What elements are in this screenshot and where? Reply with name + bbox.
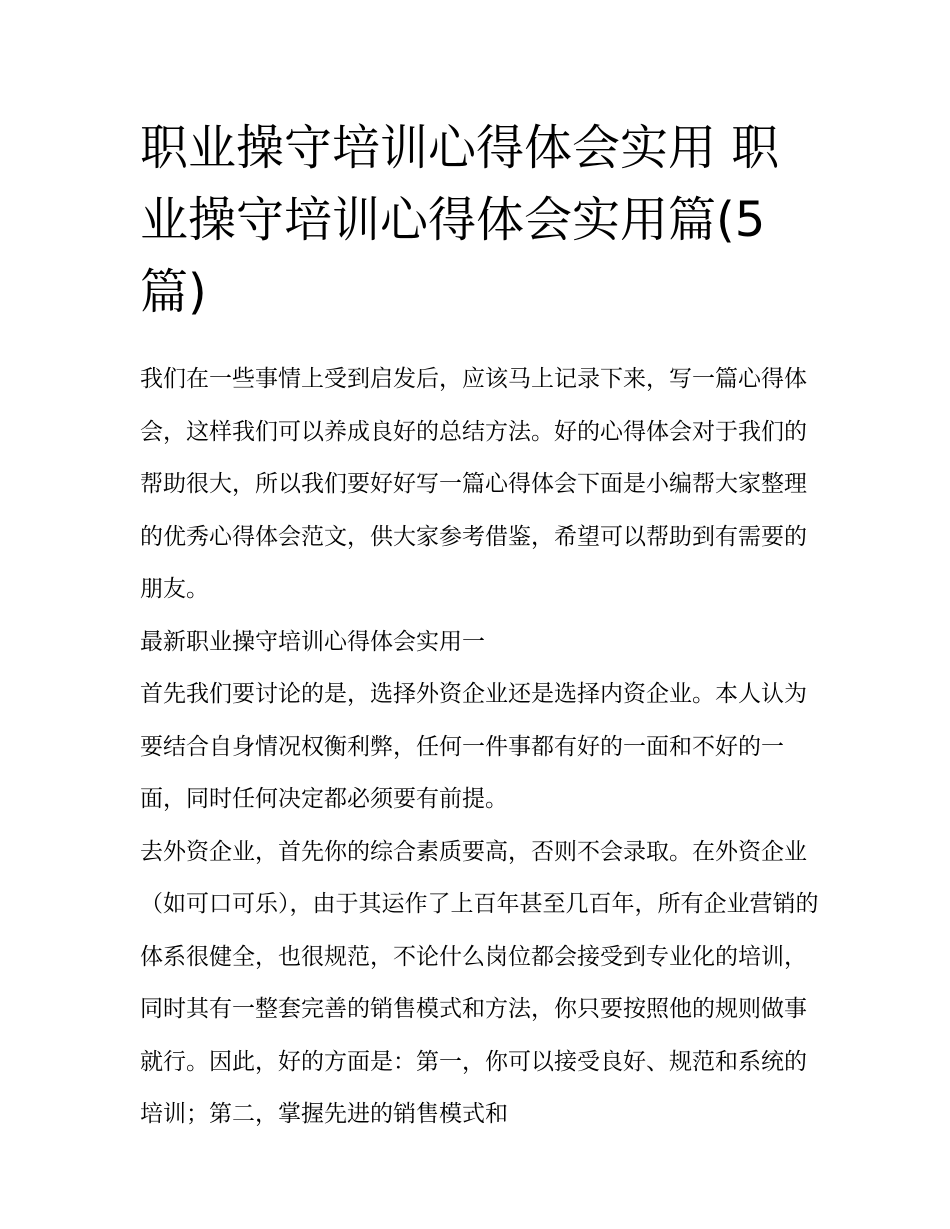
document-title: 职业操守培训心得体会实用 职业操守培训心得体会实用篇(5篇) bbox=[140, 120, 780, 320]
body-paragraph: 去外资企业，首先你的综合素质要高，否则不会录取。在外资企业（如可口可乐），由于其运作了上百年甚至几百年，所有企业营销的体系很健全，也很规范，不论什么岗位都会接受到专业化的培训，同时其有一整套完善的销售模式和方法，你只要按照他的规则做事就行。因此，好的方面是：第一，你可以接受良好、规范和系统的培训；第二，掌握先进的销售模式和 bbox=[140, 838, 819, 1127]
intro-paragraph: 我们在一些事情上受到启发后，应该马上记录下来，写一篇心得体会，这样我们可以养成良好的总结方法。好的心得体会对于我们的帮助很大，所以我们要好好写一篇心得体会下面是小编帮大家整理的优秀心得体会范文，供大家参考借鉴，希望可以帮助到有需要的朋友。 bbox=[140, 366, 807, 602]
body-paragraph: 首先我们要讨论的是，选择外资企业还是选择内资企业。本人认为要结合自身情况权衡利弊，任何一件事都有好的一面和不好的一面，同时任何决定都必须要有前提。 bbox=[140, 681, 807, 812]
document-body bbox=[140, 353, 820, 1141]
section-heading: 最新职业操守培训心得体会实用一 bbox=[140, 628, 485, 655]
